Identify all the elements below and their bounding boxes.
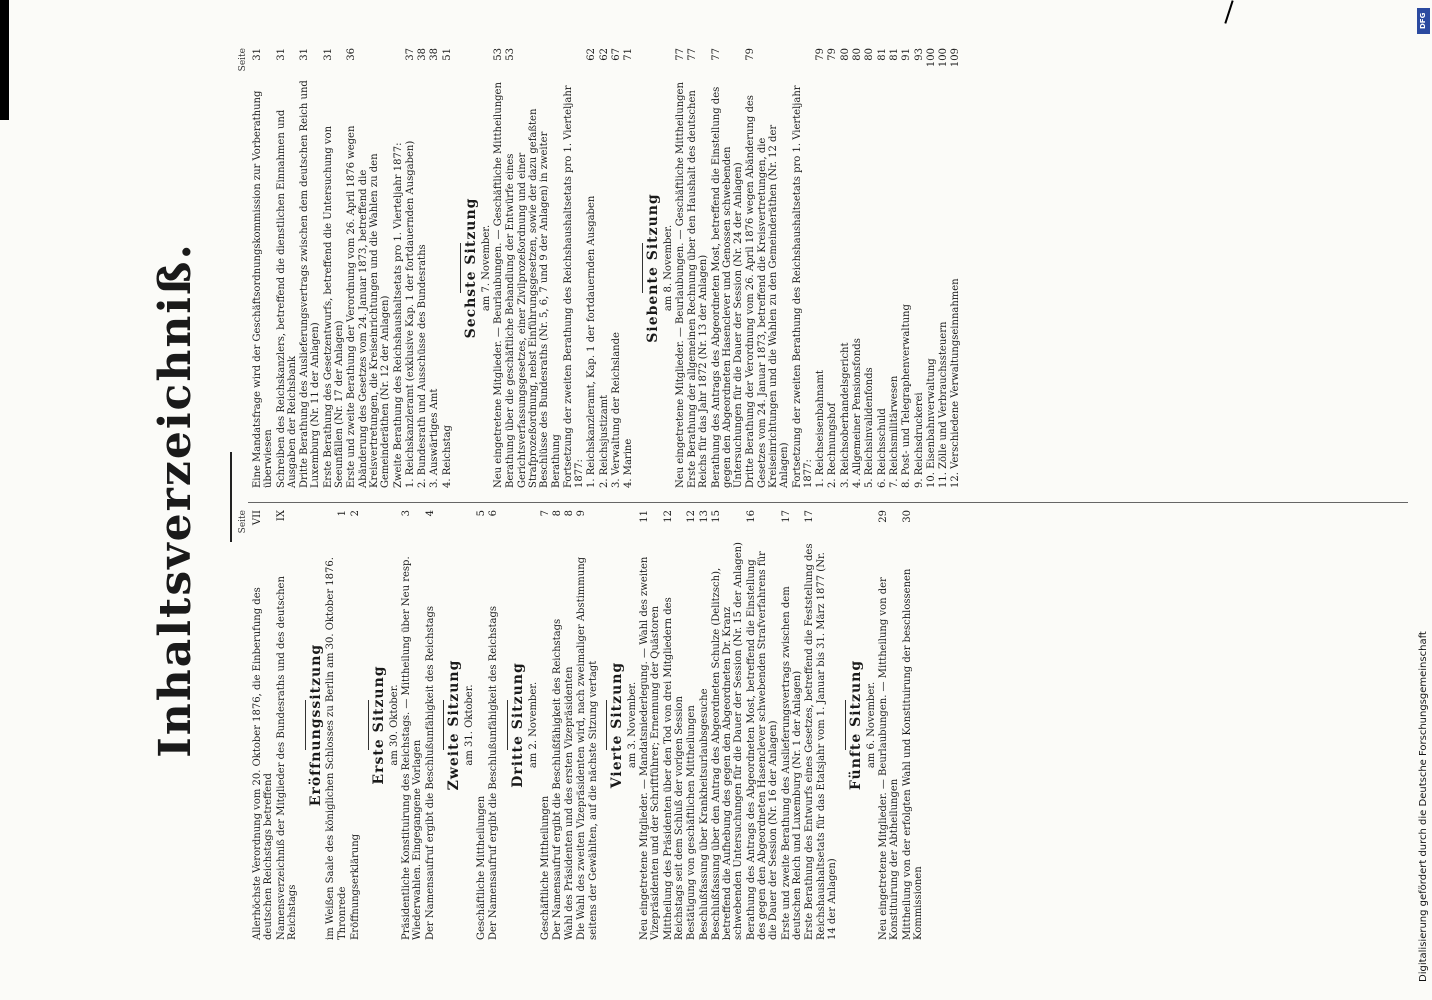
session-heading bbox=[642, 48, 674, 488]
toc-entry bbox=[350, 510, 361, 940]
toc-entry-text: 10. Eisenbahnverwaltung bbox=[925, 358, 937, 488]
toc-entry-page: 80 bbox=[852, 48, 864, 61]
toc-entry bbox=[346, 48, 391, 488]
session-title: Zweite Sitzung bbox=[445, 659, 462, 791]
toc-entry-page: 71 bbox=[623, 48, 635, 61]
toc-entry-text: im Weißen Saale des königlichen Schlosses zu Berlin am 30. Oktober 1876. bbox=[325, 557, 337, 940]
toc-entry bbox=[563, 48, 586, 488]
toc-entry bbox=[827, 48, 838, 488]
toc-entry-text: Mittheilung von der erfolgten Wahl und Konstituirung der beschlossenen Kommissionen bbox=[901, 568, 924, 940]
session-title: Vierte Sitzung bbox=[609, 661, 626, 789]
toc-entry-page: 31 bbox=[322, 48, 334, 61]
toc-column-left bbox=[238, 510, 925, 940]
toc-entry bbox=[852, 48, 863, 488]
column-divider bbox=[248, 502, 1408, 503]
toc-entry-text: 2. Reichsjustizamt bbox=[598, 394, 610, 488]
toc-entry-text: 3. Verwaltung der Reichslande bbox=[611, 332, 623, 488]
toc-entry-page: 38 bbox=[417, 48, 429, 61]
session-date: am 6. November. bbox=[866, 681, 878, 769]
toc-entry-text: Eröffnungserklärung bbox=[349, 833, 361, 940]
toc-entry-text: 8. Post- und Telegraphenverwaltung bbox=[901, 304, 913, 488]
toc-entry bbox=[476, 510, 487, 940]
toc-entry-text: Eine Mandatsfrage wird der Geschäftsordnungskommission zur Vorberathung überwiesen bbox=[252, 90, 275, 488]
toc-entry-page: 53 bbox=[493, 48, 505, 61]
toc-entry bbox=[745, 48, 790, 488]
section-rule bbox=[606, 700, 607, 750]
session-heading bbox=[507, 510, 539, 940]
toc-entry bbox=[276, 510, 299, 940]
toc-entry bbox=[488, 510, 499, 940]
toc-entry-page: 9 bbox=[576, 510, 588, 517]
toc-entry-text: 3. Reichsoberhandelsgericht bbox=[839, 342, 851, 488]
toc-entry-page: 12 bbox=[686, 510, 698, 523]
toc-entry bbox=[442, 48, 453, 488]
toc-entry-page: 11 bbox=[639, 510, 651, 523]
toc-entry-page: 62 bbox=[598, 48, 610, 61]
toc-entry bbox=[425, 510, 436, 940]
toc-entry-text: Die Wahl des zweiten Vizepräsidenten wird, nach zweimaliger Abstimmung seitens der Gewählten, auf die nächste Sitzung vertagt bbox=[576, 556, 599, 940]
toc-entry-text: Geschäftliche Mittheilungen bbox=[539, 795, 551, 940]
toc-entry-page: 17 bbox=[804, 510, 816, 523]
toc-entry-page: 77 bbox=[686, 48, 698, 61]
toc-entry bbox=[252, 48, 275, 488]
toc-entry-text: Thronrede bbox=[337, 886, 349, 940]
toc-entry-text: 3. Auswärtiges Amt bbox=[429, 388, 441, 488]
toc-entry bbox=[323, 48, 346, 488]
toc-entry-text: Der Namensaufruf ergibt die Beschlußunfähigkeit des Reichstags bbox=[488, 605, 500, 940]
toc-entry bbox=[564, 510, 575, 940]
toc-entry bbox=[252, 510, 275, 940]
toc-entry-page: 80 bbox=[864, 48, 876, 61]
session-heading bbox=[460, 48, 492, 488]
toc-entry-page: 38 bbox=[429, 48, 441, 61]
session-date: am 3. November. bbox=[627, 681, 639, 769]
toc-entry-page: 93 bbox=[913, 48, 925, 61]
toc-entry bbox=[687, 48, 710, 488]
toc-entry-text: Berathung des Antrags des Abgeordneten Most, betreffend die Einstellung des gegen den Abgeordneten Hasenclever und Genossen schwebenden Untersuchungen für die Dauer der Session (Nr. 24 der Anlagen) bbox=[710, 86, 745, 488]
section-rule bbox=[305, 700, 306, 750]
toc-entry-text: Neu eingetretene Mitglieder. — Beurlaubungen. — Mittheilung von der Konstituirung der Abtheilungen bbox=[878, 577, 901, 940]
toc-entry-text: Der Namensaufruf ergibt die Beschlußfähigkeit des Reichstags bbox=[551, 618, 563, 940]
toc-entry-page: 67 bbox=[611, 48, 623, 61]
toc-entry-page: 53 bbox=[505, 48, 517, 61]
toc-entry-page: 100 bbox=[925, 48, 937, 68]
toc-entry-page: 31 bbox=[252, 48, 263, 61]
toc-entry-text: Erste Berathung der allgemeinen Rechnung über den Haushalt des deutschen Reichs für das Jahr 1872 (Nr. 13 der Anlagen) bbox=[686, 90, 710, 488]
toc-entry-page: 13 bbox=[698, 510, 710, 523]
session-date: am 7. November. bbox=[481, 224, 493, 312]
toc-entry-text: Zweite Berathung des Reichshaushaltsetats pro 1. Vierteljahr 1877: bbox=[392, 142, 404, 488]
section-rule bbox=[642, 243, 643, 293]
session-date: am 2. November. bbox=[527, 681, 539, 769]
toc-entry-text: Namensverzeichniß der Mitglieder des Bundesraths und des deutschen Reichstags bbox=[275, 576, 298, 940]
session-heading bbox=[443, 510, 475, 940]
toc-entry-page: 36 bbox=[346, 48, 358, 61]
toc-entry bbox=[864, 48, 875, 488]
page-column-label: Seite bbox=[238, 48, 248, 72]
toc-entry bbox=[493, 48, 504, 488]
title-rule bbox=[230, 452, 232, 542]
session-date: am 8. November. bbox=[662, 224, 674, 312]
toc-entry bbox=[623, 48, 634, 488]
toc-entry-text: Berathung des Antrags des Abgeordneten Most, betreffend die Einstellung des gegen den Abgeordneten Hasenclever schwebenden Strafverfahrens für die Dauer der Session (Nr. 16 der Anlagen) bbox=[745, 551, 780, 940]
section-rule bbox=[507, 700, 508, 750]
toc-entry-text: 1. Reichskanzleramt, Kap. 1 der fortdauernden Ausgaben bbox=[586, 195, 598, 488]
toc-entry bbox=[337, 510, 348, 940]
toc-entry-text: 4. Allgemeiner Pensionsfonds bbox=[852, 338, 864, 488]
toc-entry bbox=[711, 48, 745, 488]
toc-entry-text: Neu eingetretene Mitglieder. — Beurlaubungen. — Geschäftliche Mittheilungen bbox=[674, 82, 686, 488]
toc-entry bbox=[815, 48, 826, 488]
toc-entry bbox=[840, 48, 851, 488]
toc-entry-text: Der Namensaufruf ergibt die Beschlußunfähigkeit des Reichstags bbox=[424, 605, 436, 940]
session-title: Dritte Sitzung bbox=[509, 662, 526, 788]
toc-entry-text: 5. Reichsinvalidenfonds bbox=[864, 367, 876, 488]
toc-entry-text: Beschlußfassung über den Antrag des Abgeordneten Schulze (Delitzsch), betreffend die Aufhebung des gegen den Abgeordneten Dr. Kranz schwebenden Untersuchungen für die Dauer der Session (Nr. 15 der Anlagen) bbox=[710, 542, 745, 940]
toc-entry-text: 1. Reichskanzleramt (exklusive Kap. 1 der fortdauernden Ausgaben) bbox=[404, 140, 416, 488]
toc-entry-text: Erste Berathung des Entwurfs eines Gesetzes, betreffend die Feststellung des Reichshaushaltsetats für das Etatsjahr vom 1. Januar bis 31. März 1877 (Nr. 14 der Anlagen) bbox=[804, 543, 838, 940]
toc-entry-page: VII bbox=[252, 510, 263, 526]
toc-entry bbox=[663, 510, 686, 940]
toc-entry bbox=[325, 510, 336, 940]
toc-entry bbox=[926, 48, 937, 488]
toc-entry bbox=[914, 48, 925, 488]
toc-entry bbox=[878, 510, 901, 940]
toc-entry bbox=[781, 510, 804, 940]
toc-entry-text: 2. Bundesrath und Ausschüsse des Bundesraths bbox=[417, 244, 429, 488]
session-heading bbox=[305, 510, 324, 940]
toc-entry-text: Bestätigung von geschäftlichen Mittheilungen bbox=[686, 705, 698, 940]
toc-entry bbox=[405, 48, 416, 488]
toc-entry bbox=[276, 48, 299, 488]
toc-entry bbox=[950, 48, 961, 488]
toc-entry-page: 31 bbox=[275, 48, 287, 61]
session-heading bbox=[606, 510, 638, 940]
toc-entry-page: 16 bbox=[745, 510, 757, 523]
toc-entry-text: Erste Berathung des Gesetzentwurfs, betreffend die Untersuchung von Seeunfällen (Nr. 17 der Anlagen) bbox=[322, 125, 346, 488]
toc-entry-page: 62 bbox=[586, 48, 598, 61]
session-title: Eröffnungssitzung bbox=[308, 643, 325, 807]
toc-entry bbox=[540, 510, 551, 940]
toc-entry-page: 79 bbox=[745, 48, 757, 61]
section-rule bbox=[845, 700, 846, 750]
toc-entry-page: 29 bbox=[878, 510, 890, 523]
toc-entry-page: 3 bbox=[401, 510, 413, 517]
toc-entry-page: 5 bbox=[475, 510, 487, 517]
toc-entry-page: 6 bbox=[488, 510, 500, 517]
page-title: Inhaltsverzeichniß. bbox=[150, 242, 201, 758]
toc-entry-text: Schreiben des Reichskanzlers, betreffend die dienstlichen Einnahmen und Ausgaben der Reichsbank bbox=[275, 109, 298, 488]
toc-entry bbox=[686, 510, 697, 940]
section-rule bbox=[460, 243, 461, 293]
toc-entry-text: Geschäftliche Mittheilungen bbox=[475, 795, 487, 940]
toc-entry-page: 51 bbox=[441, 48, 453, 61]
toc-entry bbox=[611, 48, 622, 488]
toc-entry bbox=[586, 48, 597, 488]
toc-entry-page: IX bbox=[275, 510, 287, 522]
toc-entry bbox=[901, 48, 912, 488]
toc-entry-page: 37 bbox=[404, 48, 416, 61]
toc-entry-page: 81 bbox=[888, 48, 900, 61]
toc-entry-text: 7. Reichsmilitärwesen bbox=[888, 375, 900, 488]
session-date: am 31. Oktober. bbox=[463, 684, 475, 766]
toc-entry-text: Dritte Berathung der Verordnung vom 26. April 1876 wegen Abänderung des Gesetzes vom 24. Januar 1873, betreffend die Kreisvertretungen, die Kreiseinrichtungen und die Wahlen zu den Gemeinderäthen (Nr. 12 der Anlagen) bbox=[745, 95, 791, 488]
toc-entry-text: Beschlußfassung über Krankheitsurlaubsgesuche bbox=[698, 688, 710, 940]
toc-entry-text: Berathung über die geschäftliche Behandlung der Entwürfe eines Gerichtsverfassungsgesetzes, einer Zivilprozeßordnung und einer Strafprozeßordnung, nebst Einführungsgesetzen, sowie der dazu gefaßten Beschlüsse des Bundesraths (Nr. 5, 6, 7 und 9 der Anlagen) in zweiter Berathung bbox=[505, 108, 562, 488]
toc-entry-page: 77 bbox=[674, 48, 686, 61]
toc-entry-page: 79 bbox=[815, 48, 827, 61]
toc-entry-page: 30 bbox=[901, 510, 913, 523]
toc-entry-text: Fortsetzung der zweiten Berathung des Reichshaushaltsetats pro 1. Vierteljahr 1877: bbox=[562, 85, 586, 488]
toc-entry-text: Neu eingetretene Mitglieder. — Beurlaubungen. — Geschäftliche Mittheilungen bbox=[493, 82, 505, 488]
toc-entry-page: 91 bbox=[901, 48, 913, 61]
toc-entry bbox=[711, 510, 745, 940]
session-title: Fünfte Sitzung bbox=[848, 659, 865, 791]
dfg-logo: DFG bbox=[1417, 8, 1430, 34]
toc-entry-text: Neu eingetretene Mitglieder. — Mandatsniederlegung. — Wahl des zweiten Vizepräsidenten und der Schriftführer; Ernennung der Quästoren bbox=[639, 556, 662, 940]
session-title: Siebente Sitzung bbox=[644, 193, 661, 343]
toc-entry bbox=[889, 48, 900, 488]
toc-entry-text: Fortsetzung der zweiten Berathung des Reichshaushaltsetats pro 1. Vierteljahr 1877: bbox=[791, 85, 814, 488]
toc-entry bbox=[792, 48, 815, 488]
toc-entry-page: 1 bbox=[337, 510, 349, 517]
session-title: Erste Sitzung bbox=[371, 665, 388, 785]
toc-entry-page: 2 bbox=[349, 510, 361, 517]
toc-entry-page: 79 bbox=[827, 48, 839, 61]
toc-entry-text: 9. Reichsdruckerei bbox=[913, 392, 925, 488]
session-heading bbox=[845, 510, 877, 940]
session-title: Sechste Sitzung bbox=[463, 197, 480, 339]
section-rule bbox=[368, 700, 369, 750]
toc-entry-text: Dritte Berathung des Auslieferungsvertrags zwischen dem deutschen Reich und Luxemburg (Nr. 11 der Anlagen) bbox=[299, 80, 322, 488]
toc-entry-page: 31 bbox=[299, 48, 311, 61]
toc-entry-page: 80 bbox=[839, 48, 851, 61]
toc-entry bbox=[675, 48, 686, 488]
toc-entry-text: 6. Reichsschuld bbox=[876, 408, 888, 488]
page-column-label: Seite bbox=[238, 510, 248, 534]
toc-entry-text: Erste und zweite Berathung des Auslieferungsvertrags zwischen dem deutschen Reich und Luxemburg (Nr. 1 der Anlagen) bbox=[780, 586, 803, 940]
toc-entry-text: 2. Rechnungshof bbox=[827, 402, 839, 488]
toc-entry-text: Mittheilung des Präsidenten über den Tod von drei Mitgliedern des Reichstags seit dem Schluß der vorigen Session bbox=[662, 597, 685, 940]
toc-entry bbox=[576, 510, 599, 940]
toc-entry-text: 1. Reichseisenbahnamt bbox=[815, 370, 827, 488]
toc-entry-text: Erste und zweite Berathung der Verordnung vom 26. April 1876 wegen Abänderung des Gesetzes vom 24. Januar 1873, betreffend die Kreisvertretungen, die Kreiseinrichtungen und die Wahlen zu den Gemeinderäthen (Nr. 12 der Anlagen) bbox=[346, 125, 392, 488]
toc-entry bbox=[804, 510, 838, 940]
toc-entry-page: 77 bbox=[710, 48, 722, 61]
toc-entry bbox=[299, 48, 322, 488]
toc-entry-page: 17 bbox=[780, 510, 792, 523]
toc-entry bbox=[552, 510, 563, 940]
toc-entry bbox=[505, 48, 561, 488]
toc-entry-page: 8 bbox=[564, 510, 576, 517]
toc-entry-text: 11. Zölle und Verbrauchssteuern bbox=[938, 321, 950, 488]
dfg-credit-text: Digitalisierung gefördert durch die Deutsche Forschungsgemeinschaft bbox=[1418, 631, 1429, 982]
toc-entry bbox=[746, 510, 780, 940]
toc-entry-text: 12. Verschiedene Verwaltungseinnahmen bbox=[950, 278, 962, 488]
toc-entry bbox=[902, 510, 925, 940]
toc-entry bbox=[417, 48, 428, 488]
toc-entry bbox=[877, 48, 888, 488]
toc-entry-page: 15 bbox=[710, 510, 722, 523]
toc-entry bbox=[699, 510, 710, 940]
section-rule bbox=[443, 700, 444, 750]
toc-column-right bbox=[238, 48, 963, 488]
toc-entry-page: 109 bbox=[950, 48, 962, 68]
session-date: am 30. Oktober. bbox=[389, 684, 401, 766]
toc-entry-page: 4 bbox=[424, 510, 436, 517]
toc-entry-page: 7 bbox=[539, 510, 551, 517]
toc-entry bbox=[599, 48, 610, 488]
toc-entry-page: 12 bbox=[662, 510, 674, 523]
toc-entry-text: Wahl des Präsidenten und des ersten Vizepräsidenten bbox=[564, 666, 576, 940]
toc-entry-text: Präsidentliche Konstituirung des Reichstags. — Mittheilung über Neu resp. Wiederwahlen. Eingegangene Vorlagen bbox=[401, 556, 424, 940]
toc-entry-text: Allerhöchste Verordnung vom 20. Oktober 1876, die Einberufung des deutschen Reichstags betreffend bbox=[252, 587, 275, 940]
toc-entry-text: 4. Reichstag bbox=[441, 425, 453, 488]
toc-entry bbox=[401, 510, 424, 940]
toc-entry bbox=[429, 48, 440, 488]
session-heading bbox=[368, 510, 400, 940]
toc-entry-page: 100 bbox=[938, 48, 950, 68]
toc-entry-page: 8 bbox=[551, 510, 563, 517]
toc-entry-page: 81 bbox=[876, 48, 888, 61]
toc-entry bbox=[393, 48, 404, 488]
toc-entry bbox=[938, 48, 949, 488]
toc-entry-text: 4. Marine bbox=[623, 438, 635, 488]
toc-entry bbox=[639, 510, 662, 940]
